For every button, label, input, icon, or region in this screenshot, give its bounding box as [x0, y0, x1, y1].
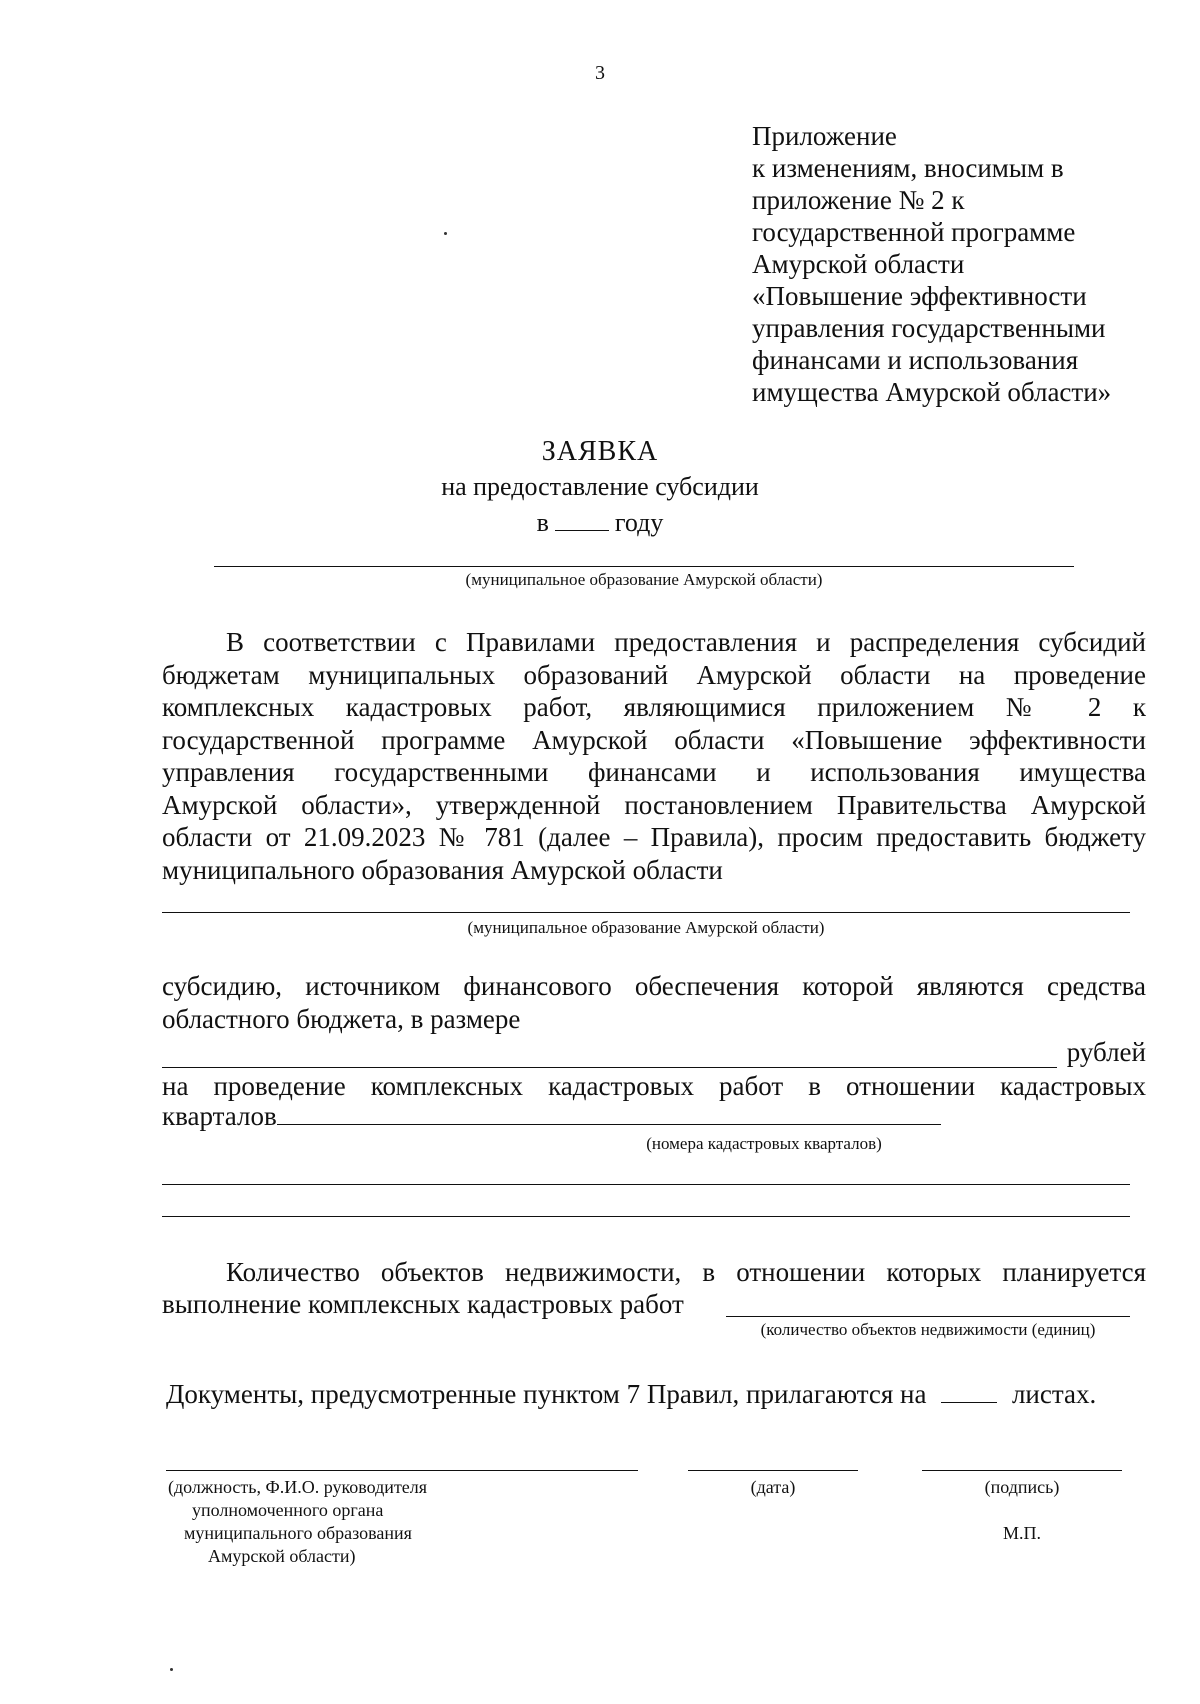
- subsidy-paragraph: [162, 970, 1146, 1035]
- page-number: 3: [595, 62, 605, 84]
- paragraph-line: управления государственными финансами и использования имущества: [162, 757, 1146, 787]
- appendix-line: имущества Амурской области»: [752, 377, 1112, 407]
- objects-paragraph: [162, 1256, 1146, 1289]
- rubles-label: рублей: [1066, 1037, 1146, 1067]
- appendix-line: Приложение: [752, 121, 897, 151]
- quarters-label: кварталов: [162, 1101, 277, 1131]
- stamp-label: М.П.: [1002, 1523, 1041, 1543]
- paragraph-line: государственной программе Амурской области «Повышение эффективности: [162, 724, 1146, 755]
- objects-row: [162, 1288, 684, 1320]
- sheets-blank-field[interactable]: [941, 1378, 997, 1403]
- appendix-line: приложение № 2 к: [752, 185, 965, 215]
- scan-dot: [444, 232, 447, 235]
- year-prefix: в: [536, 508, 549, 537]
- position-caption-line: муниципального образования: [184, 1523, 412, 1543]
- quarters-blank-field[interactable]: [277, 1100, 941, 1125]
- paragraph-line: на проведение комплексных кадастровых работ в отношении кадастровых: [162, 1071, 1146, 1101]
- blank-line[interactable]: [162, 1184, 1130, 1185]
- blank-line[interactable]: [162, 1216, 1130, 1217]
- paragraph-line: муниципального образования Амурской области: [162, 854, 723, 885]
- main-paragraph: [162, 626, 1146, 886]
- documents-line: [166, 1378, 1096, 1410]
- signature-blank-line[interactable]: [922, 1470, 1122, 1471]
- paragraph-line: комплексных кадастровых работ, являющимися приложением № 2 к: [162, 692, 1146, 722]
- signature-caption: (подпись): [984, 1477, 1060, 1497]
- paragraph-line: областного бюджета, в размере: [162, 1003, 521, 1034]
- appendix-block: [752, 120, 1111, 408]
- paragraph-line: бюджетам муниципальных образований Амурской области на проведение: [162, 659, 1146, 690]
- municipality-caption: (муниципальное образование Амурской области): [465, 570, 823, 589]
- appendix-line: Амурской области: [752, 249, 965, 279]
- paragraph-line: Количество объектов недвижимости, в отношении которых планируется: [226, 1257, 1146, 1287]
- appendix-line: финансами и использования: [752, 345, 1079, 375]
- position-blank-line[interactable]: [166, 1470, 638, 1471]
- position-caption-line: уполномоченного органа: [192, 1500, 384, 1520]
- amount-blank-field[interactable]: [162, 1041, 1057, 1068]
- document-year-line: [0, 508, 1200, 538]
- appendix-line: к изменениям, вносимым в: [752, 153, 1064, 183]
- appendix-line: управления государственными: [752, 313, 1106, 343]
- paragraph-line: В соответствии с Правилами предоставления и распределения субсидий: [226, 627, 1146, 657]
- year-blank-field[interactable]: [555, 508, 609, 531]
- paragraph-line: области от 21.09.2023 № 781 (далее – Правила), просим предоставить бюджету: [162, 822, 1146, 852]
- document-subtitle: на предоставление субсидии: [441, 472, 759, 501]
- position-caption-line: Амурской области): [208, 1546, 356, 1566]
- quarters-paragraph: [162, 1070, 1146, 1103]
- documents-prefix: Документы, предусмотренные пунктом 7 Правил, прилагаются на: [166, 1379, 927, 1409]
- position-caption: [168, 1476, 427, 1568]
- scan-dot: [170, 1668, 173, 1671]
- date-caption: (дата): [750, 1477, 796, 1497]
- appendix-line: «Повышение эффективности: [752, 281, 1087, 311]
- quarters-row: [162, 1100, 941, 1132]
- year-suffix: году: [614, 508, 664, 537]
- objects-caption: (количество объектов недвижимости (единиц): [760, 1320, 1096, 1339]
- rubles-row: [162, 1036, 1146, 1068]
- paragraph-line: субсидию, источником финансового обеспечения которой являются средства: [162, 971, 1146, 1001]
- objects-label: выполнение комплексных кадастровых работ: [162, 1289, 684, 1319]
- municipality-blank-line-2[interactable]: [162, 912, 1130, 913]
- municipality-caption-2: (муниципальное образование Амурской области): [467, 918, 825, 937]
- appendix-line: государственной программе: [752, 217, 1076, 247]
- paragraph-line: Амурской области», утвержденной постановлением Правительства Амурской: [162, 789, 1146, 820]
- position-caption-line: (должность, Ф.И.О. руководителя: [168, 1477, 428, 1497]
- date-blank-line[interactable]: [688, 1470, 858, 1471]
- documents-suffix: листах.: [1011, 1379, 1097, 1409]
- objects-blank-field[interactable]: [726, 1316, 1130, 1317]
- quarters-caption: (номера кадастровых кварталов): [646, 1134, 882, 1153]
- document-title: ЗАЯВКА: [541, 436, 659, 467]
- municipality-blank-line[interactable]: [214, 566, 1074, 567]
